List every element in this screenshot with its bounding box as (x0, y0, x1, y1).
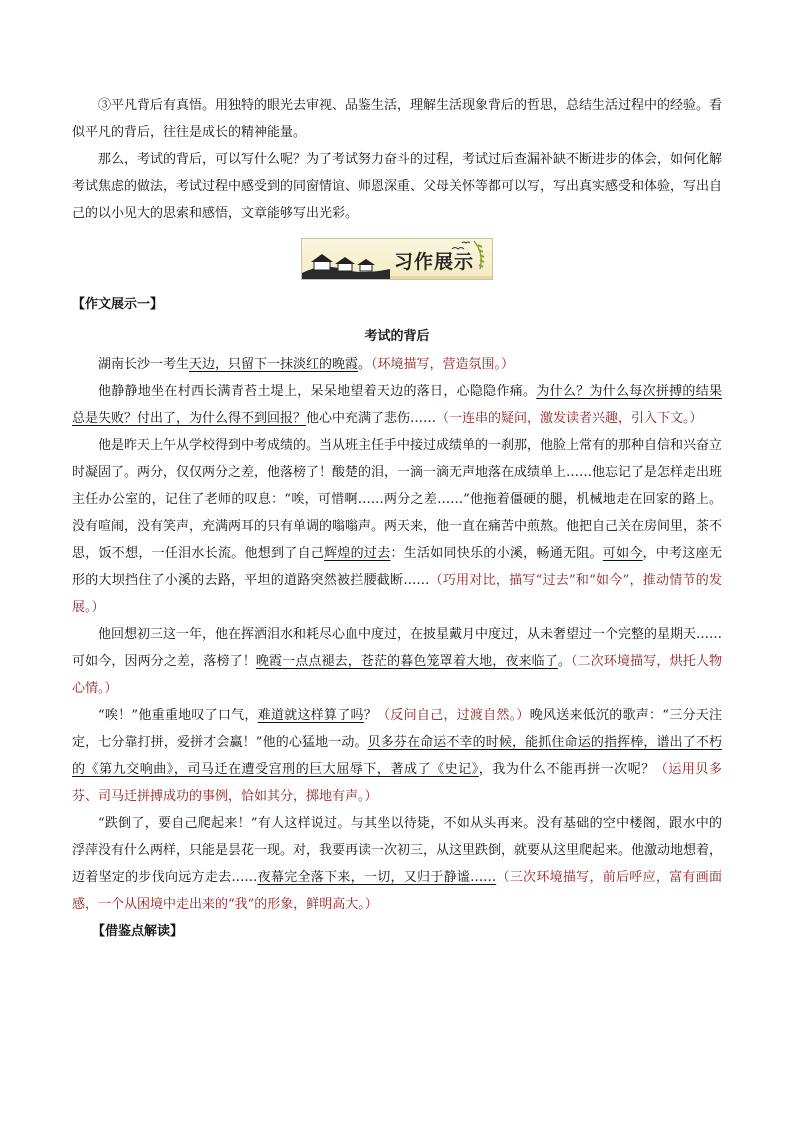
banner-frame (301, 238, 493, 280)
text: ，中考这座无形的大坝挡住了小溪的去路，平坦的道路突然被拦腰截断…… (72, 546, 722, 588)
text: ：生活如同快乐的小溪，畅通无阻。 (390, 546, 603, 561)
annotation: （二次环境描写，烘托人物心情。） (72, 654, 722, 696)
intro-paragraph-1: ③平凡背后有真悟。用独特的眼光去审视、品鉴生活，理解生活现象背后的哲思，总结生活过程中的经验。看似平凡的背后，往往是成长的精神能量。 (72, 98, 723, 140)
text: 晚风送来低沉的歌声：“三分天注定，七分靠打拼，爱拼才会赢！”他的心猛地一动。 (72, 708, 722, 750)
underlined-text: 可如今 (602, 546, 643, 561)
underlined-text: 为什么？为什么每次拼搏的结果总是失败？付出了，为什么得不到回报？ (72, 384, 722, 426)
essay-paragraph-2 (72, 378, 722, 432)
essay-paragraph-6 (72, 810, 722, 918)
underlined-text: 辉煌的过去 (324, 546, 391, 561)
text: 他心中充满了悲伤…… (306, 411, 437, 426)
text: 。 (358, 357, 372, 372)
text: ？ (363, 708, 378, 723)
underlined-text: 贝多芬在命运不幸的时候，能抓住命运的指挥棒，谱出了不朽的《第九交响曲》，司马迁在遭受宫刑的巨大屈辱下，著成了《史记》 (72, 735, 722, 777)
section-banner (72, 233, 722, 285)
text: 湖南长沙一考生 (98, 357, 190, 372)
section-heading: 【作文展示一】 (72, 297, 164, 312)
text: ，我为什么不能再拼一次呢？ (478, 762, 655, 777)
intro-paragraph-2: 那么，考试的背后，可以写什么呢？为了考试努力奋斗的过程，考试过后查漏补缺不断进步的体会，如何化解考试焦虑的做法，考试过程中感受到的同窗情谊、师恩深重、父母关怀等都可以写，写出真实感受和体验，写出自己的以小见大的思索和感悟，文章能够写出光彩。 (72, 152, 723, 221)
banner-title: 习作展示 (394, 251, 475, 273)
essay-paragraph-4 (72, 621, 722, 702)
annotation: （反问自己，过渡自然。） (377, 708, 530, 723)
essay-paragraph-5 (72, 702, 722, 810)
analysis-heading: 【借鉴点解读】 (92, 924, 184, 939)
document-page (72, 92, 722, 945)
annotation: （环境描写，营造氛围。） (371, 357, 515, 372)
text: 他回想初三这一年，他在挥洒泪水和耗尽心血中度过，在披星戴月中度过，从未奢望过一个完整的星期天……可如今，因两分之差，落榜了！ (72, 627, 723, 669)
text: 。 (557, 654, 572, 669)
underlined-text: 夜幕完全落下来，一切，又归于静谧…… (257, 870, 497, 885)
underlined-text: 难道就这样算了吗 (257, 708, 364, 723)
annotation: （一连串的疑问，激发读者兴趣，引入下文。） (436, 411, 703, 426)
underlined-text: 晚霞一点点褪去，苍茫的暮色笼罩着大地，夜来临了 (255, 654, 558, 669)
essay-paragraph-1 (72, 351, 722, 378)
text: 他是昨天上午从学校得到中考成绩的。当从班主任手中接过成绩单的一刹那，他脸上常有的那种自信和兴奋立时凝固了。两分，仅仅两分之差，他落榜了！酸楚的泪，一滴一滴无声地落在成绩单上……他忘记了是怎样走出班主任办公室的，记住了老师的叹息：“唉，可惜啊……两分之差……”他拖着僵硬的腿，机械地走在回家的路上。没有喧闹，没有笑声，充满两耳的只有单调的嗡嗡声。两天来，他一直在痛苦中煎熬。他把自己关在房间里，茶不思，饭不想，一任泪水长流。他想到了自己 (72, 438, 723, 561)
text: “唉！”他重重地叹了口气， (98, 708, 258, 723)
annotation: （三次环境描写，前后呼应，富有画面感，一个从困境中走出来的“我”的形象，鲜明高大。） (72, 870, 722, 912)
annotation: （巧用对比，描写“过去”和“如今”，推动情节的发展。） (72, 573, 722, 615)
text: 他静静地坐在村西长满青苔土堤上，呆呆地望着天边的落日，心隐隐作痛。 (98, 384, 537, 399)
essay-paragraph-3 (72, 432, 722, 621)
underlined-text: 天边，只留下一抹淡红的晚霞 (189, 357, 359, 372)
text: “跌倒了，要自己爬起来！”有人这样说过。与其坐以待毙，不如从头再来。没有基础的空中楼阁，跟水中的浮萍没有什么两样，只能是昙花一现。对，我要再读一次初三，从这里跌倒，就要从这里爬起来。他激动地想着，迈着坚定的步伐向远方走去…… (72, 816, 723, 885)
annotation: （运用贝多芬、司马迁拼搏成功的事例，恰如其分，掷地有声。） (72, 762, 722, 804)
essay-title: 考试的背后 (364, 329, 430, 344)
